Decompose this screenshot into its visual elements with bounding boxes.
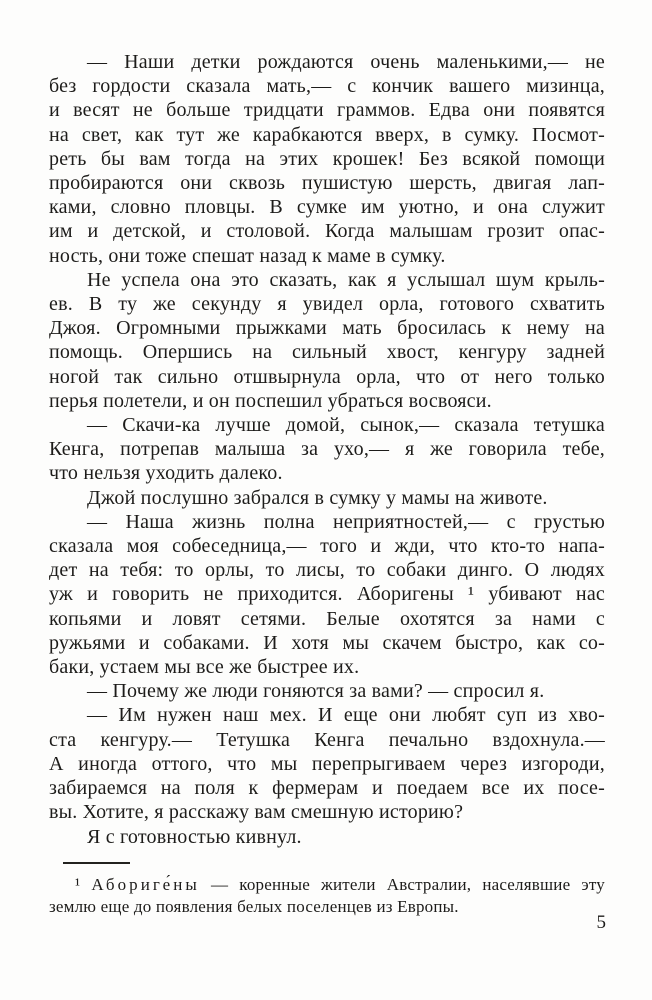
footnote-definition: — коренные жители Австралии, населявшие эту <box>199 875 606 894</box>
text-line: А иногда оттого, что мы перепрыгиваем через изгороди, <box>49 752 605 775</box>
text-line: — Наша жизнь полна неприятностей,— с грустью <box>87 510 605 533</box>
text-line: ев. В ту же секунду я увидел орла, готового схватить <box>49 293 605 316</box>
text-line: Я с готовностью кивнул. <box>87 825 302 848</box>
text-line: забираемся на поля к фермерам и поедаем все их посе- <box>49 777 605 800</box>
text-line: вы. Хотите, я расскажу вам смешную историю? <box>49 801 464 824</box>
text-line: перья полетели, и он поспешил убраться восвояси. <box>49 389 492 412</box>
footnote-line <box>49 874 605 896</box>
text-line: Джой послушно забрался в сумку у мамы на животе. <box>87 486 548 509</box>
text-line: реть бы вам тогда на этих крошек! Без всякой помощи <box>49 147 605 170</box>
text-line: копьями и ловят сетями. Белые охотятся за нами с <box>49 607 605 630</box>
text-line: дет на тебя: то орлы, то лисы, то собаки динго. О людях <box>49 559 605 582</box>
text-line: — Наши детки рождаются очень маленькими,— не <box>87 51 605 73</box>
text-line: помощь. Опершись на сильный хвост, кенгуру задней <box>49 341 605 364</box>
text-line: ками, словно пловцы. В сумке им уютно, и она служит <box>49 196 605 219</box>
text-line: ногой так сильно отшвырнула орла, что от него только <box>49 365 605 388</box>
text-line: без гордости сказала мать,— с кончик вашего мизинца, <box>49 75 605 98</box>
text-line: сказала моя собеседница,— того и жди, что кто-то напа- <box>49 535 605 558</box>
text-line: что нельзя уходить далеко. <box>49 462 283 485</box>
text-line: — Скачи-ка лучше домой, сынок,— сказала тетушка <box>87 414 605 437</box>
text-line: Джоя. Огромными прыжками мать бросилась к нему на <box>49 317 605 340</box>
text-line: им и детской, и столовой. Когда малышам грозит опас- <box>49 220 605 243</box>
text-line: Кенга, потрепав малыша за ухо,— я же говорила тебе, <box>49 438 605 461</box>
text-line: ность, они тоже спешат назад к маме в сумку. <box>49 244 446 267</box>
text-line: Не успела она это сказать, как я услышал шум крыль- <box>87 268 605 291</box>
main-text <box>49 50 605 849</box>
page-number: 5 <box>596 912 606 933</box>
footnote-line: землю еще до появления белых поселенцев из Европы. <box>49 897 459 916</box>
text-line: ружьями и собаками. И хотя мы скачем быстро, как со- <box>49 631 605 654</box>
footnote-term: Абориге́ны <box>91 875 200 894</box>
text-line: баки, устаем мы все же быстрее их. <box>49 656 360 679</box>
text-line: на свет, как тут же карабкаются вверх, в сумку. Посмот- <box>49 123 605 146</box>
text-line: уж и говорить не приходится. Аборигены ¹ убивают нас <box>49 583 605 606</box>
footnote-separator <box>63 862 130 864</box>
footnote <box>49 874 605 918</box>
text-line: и весят не больше тридцати граммов. Едва они появятся <box>49 99 605 122</box>
text-line: — Почему же люди гоняются за вами? — спросил я. <box>87 680 545 703</box>
footnote-marker: ¹ <box>75 875 92 894</box>
text-line: — Им нужен наш мех. И еще они любят суп из хво- <box>87 704 605 727</box>
text-line: пробираются они сквозь пушистую шерсть, двигая лап- <box>49 172 605 195</box>
text-line: ста кенгуру.— Тетушка Кенга печально вздохнула.— <box>49 728 605 751</box>
